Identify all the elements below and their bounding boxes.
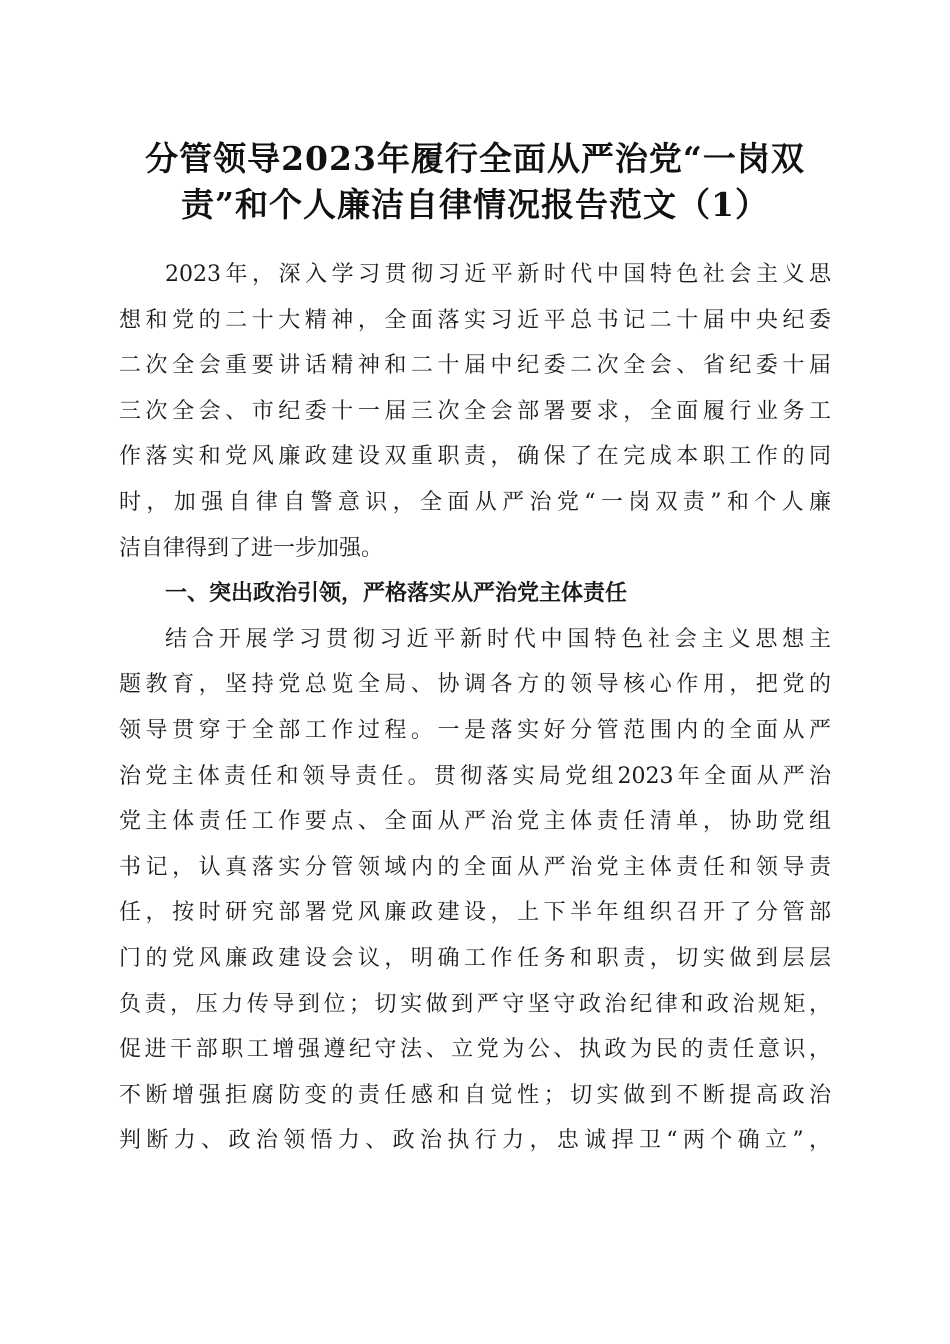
paragraph-line: 促进干部职工增强遵纪守法、立党为公、执政为民的责任意识， (119, 1037, 831, 1063)
title-line: 责”和个人廉洁自律情况报告范文（1） (181, 185, 769, 224)
paragraph-line: 领导贯穿于全部工作过程。一是落实好分管范围内的全面从严 (119, 717, 831, 743)
paragraph-line: 时，加强自律自警意识，全面从严治党“一岗双责”和个人廉 (119, 489, 831, 515)
paragraph-line: 不断增强拒腐防变的责任感和自觉性；切实做到不断提高政治 (119, 1082, 831, 1108)
paragraph-line: 门的党风廉政建设会议，明确工作任务和职责，切实做到层层 (119, 945, 831, 971)
intro-paragraph (119, 252, 831, 571)
paragraph-line: 2023年，深入学习贯彻习近平新时代中国特色社会主义思 (165, 262, 831, 287)
paragraph-line: 负责，压力传导到位；切实做到严守坚守政治纪律和政治规矩， (119, 991, 831, 1017)
paragraph-line: 洁自律得到了进一步加强。 (119, 535, 384, 561)
paragraph-line: 三次全会、市纪委十一届三次全会部署要求，全面履行业务工 (119, 398, 831, 424)
document-title (110, 136, 840, 228)
paragraph-line: 判断力、政治领悟力、政治执行力，忠诚捍卫“两个确立”， (119, 1128, 831, 1154)
section-heading: 一、突出政治引领，严格落实从严治党主体责任 (165, 580, 628, 607)
paragraph-line: 治党主体责任和领导责任。贯彻落实局党组2023年全面从严治 (119, 763, 831, 789)
paragraph-line: 结合开展学习贯彻习近平新时代中国特色社会主义思想主 (165, 626, 831, 652)
title-line: 分管领导2023年履行全面从严治党“一岗双 (145, 139, 805, 178)
paragraph-line: 二次全会重要讲话精神和二十届中纪委二次全会、省纪委十届 (119, 353, 831, 379)
section-paragraph (119, 617, 831, 1164)
document-body (119, 252, 831, 1164)
paragraph-line: 题教育，坚持党总览全局、协调各方的领导核心作用，把党的 (119, 672, 831, 698)
paragraph-line: 书记，认真落实分管领域内的全面从严治党主体责任和领导责 (119, 854, 831, 880)
paragraph-line: 任，按时研究部署党风廉政建设，上下半年组织召开了分管部 (119, 900, 831, 926)
paragraph-line: 想和党的二十大精神，全面落实习近平总书记二十届中央纪委 (119, 307, 831, 333)
paragraph-line: 党主体责任工作要点、全面从严治党主体责任清单，协助党组 (119, 809, 831, 835)
paragraph-line: 作落实和党风廉政建设双重职责，确保了在完成本职工作的同 (119, 444, 831, 470)
